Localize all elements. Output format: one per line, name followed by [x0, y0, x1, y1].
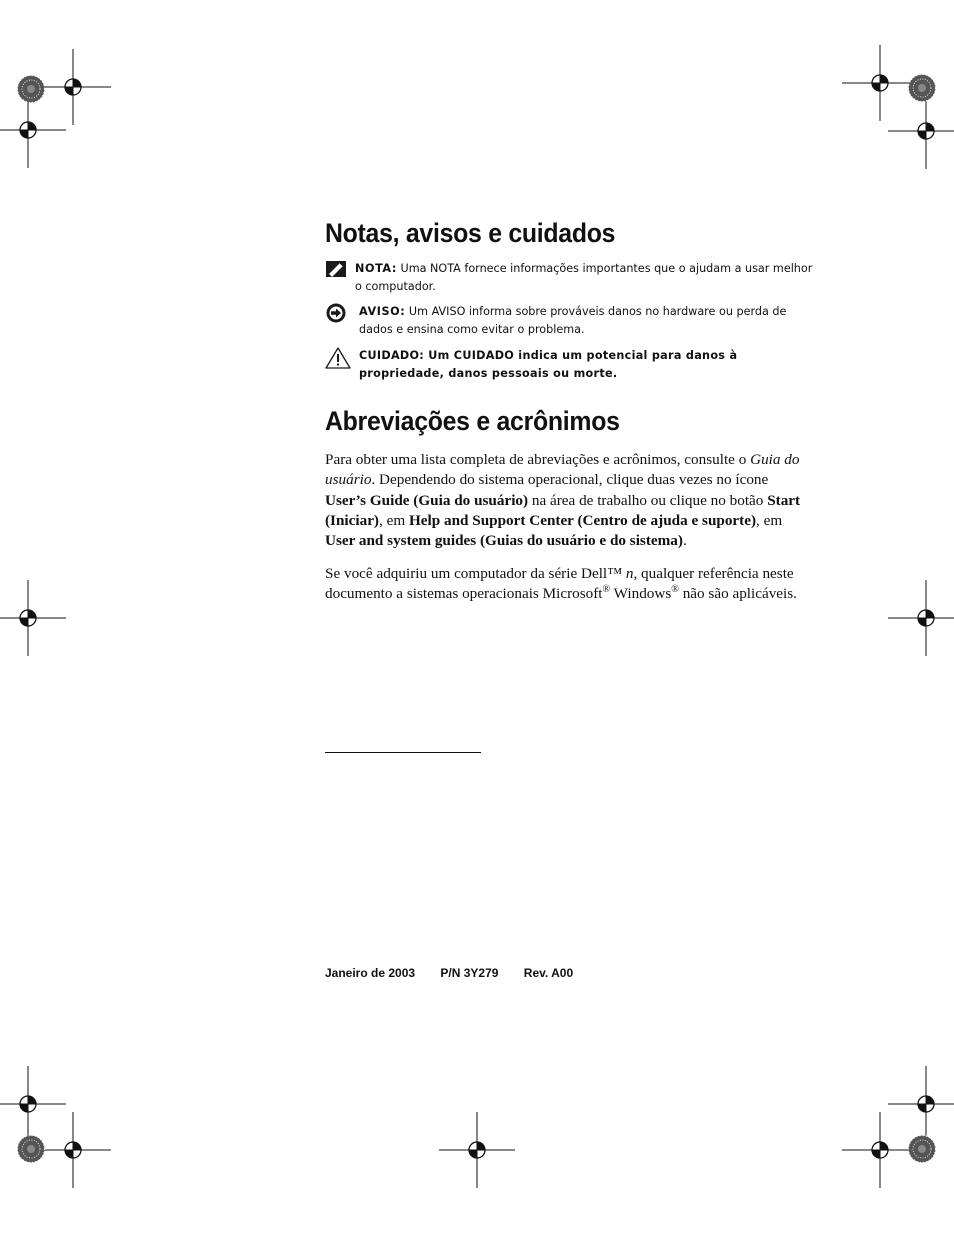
text-run: , qualquer referência neste documento a sistemas operacionais Microsoft: [325, 565, 794, 603]
registration-starburst: [16, 74, 46, 104]
text-run: Guia do usuário: [325, 451, 800, 489]
paragraph-abbreviations: [325, 450, 805, 551]
registration-crosshair: [886, 91, 954, 171]
text-run: Windows: [610, 585, 672, 603]
text-run: n: [625, 565, 634, 582]
registration-crosshair: [0, 578, 68, 658]
section-title-notes: Notas, avisos e cuidados: [325, 218, 616, 248]
separator-rule: [325, 752, 481, 753]
note-aviso: [325, 303, 815, 338]
text-run: Para obter uma lista completa de abreviações e acrônimos, consulte o: [325, 451, 751, 468]
text-run: não são aplicáveis.: [678, 585, 797, 603]
registration-crosshair: [886, 578, 954, 658]
warning-triangle-icon: [325, 347, 351, 375]
notice-text: Um AVISO informa sobre prováveis danos no hardware ou perda de dados e ensina como evitar o problema.: [359, 305, 787, 336]
section-title-abbreviations: Abreviações e acrônimos: [325, 406, 620, 436]
registration-starburst: [16, 1134, 46, 1164]
notice-icon: [325, 303, 347, 329]
text-run: ®: [602, 584, 611, 596]
note-text: Uma NOTA fornece informações importantes que o ajudam a usar melhor o computador.: [355, 262, 813, 293]
caution-label: CUIDADO:: [359, 349, 425, 362]
note-label: NOTA:: [355, 262, 397, 275]
footer: [325, 966, 595, 980]
registration-starburst: [907, 1134, 937, 1164]
caution-text: Um CUIDADO indica um potencial para danos à propriedade, danos pessoais ou morte.: [359, 349, 738, 380]
text-run: Se você adquiriu um computador da série Dell™: [325, 565, 626, 582]
text-run: na área de trabalho ou clique no botão: [528, 491, 768, 509]
text-run: User and system guides (Guias do usuário e do sistema): [325, 532, 683, 550]
registration-starburst: [907, 73, 937, 103]
note-cuidado: [325, 347, 815, 382]
text-run: , em: [379, 511, 409, 529]
paragraph-dell-n-series: [325, 564, 805, 605]
text-run: User’s Guide (Guia do usuário): [325, 491, 529, 509]
text-run: Help and Support Center (Centro de ajuda e suporte): [408, 511, 757, 529]
text-run: ®: [671, 584, 679, 596]
footer-part-number: P/N 3Y279: [440, 966, 499, 980]
text-run: . Dependendo do sistema operacional, clique duas vezes no ícone: [371, 471, 769, 489]
text-run: Start (Iniciar): [325, 491, 801, 529]
footer-date: Janeiro de 2003: [325, 966, 416, 980]
footer-revision: Rev. A00: [523, 966, 574, 980]
registration-crosshair: [437, 1110, 517, 1190]
text-run: .: [682, 532, 687, 550]
notice-label: AVISO:: [359, 305, 406, 318]
pencil-icon: [325, 260, 347, 284]
note-nota: [325, 260, 815, 295]
text-run: , em: [756, 511, 783, 529]
